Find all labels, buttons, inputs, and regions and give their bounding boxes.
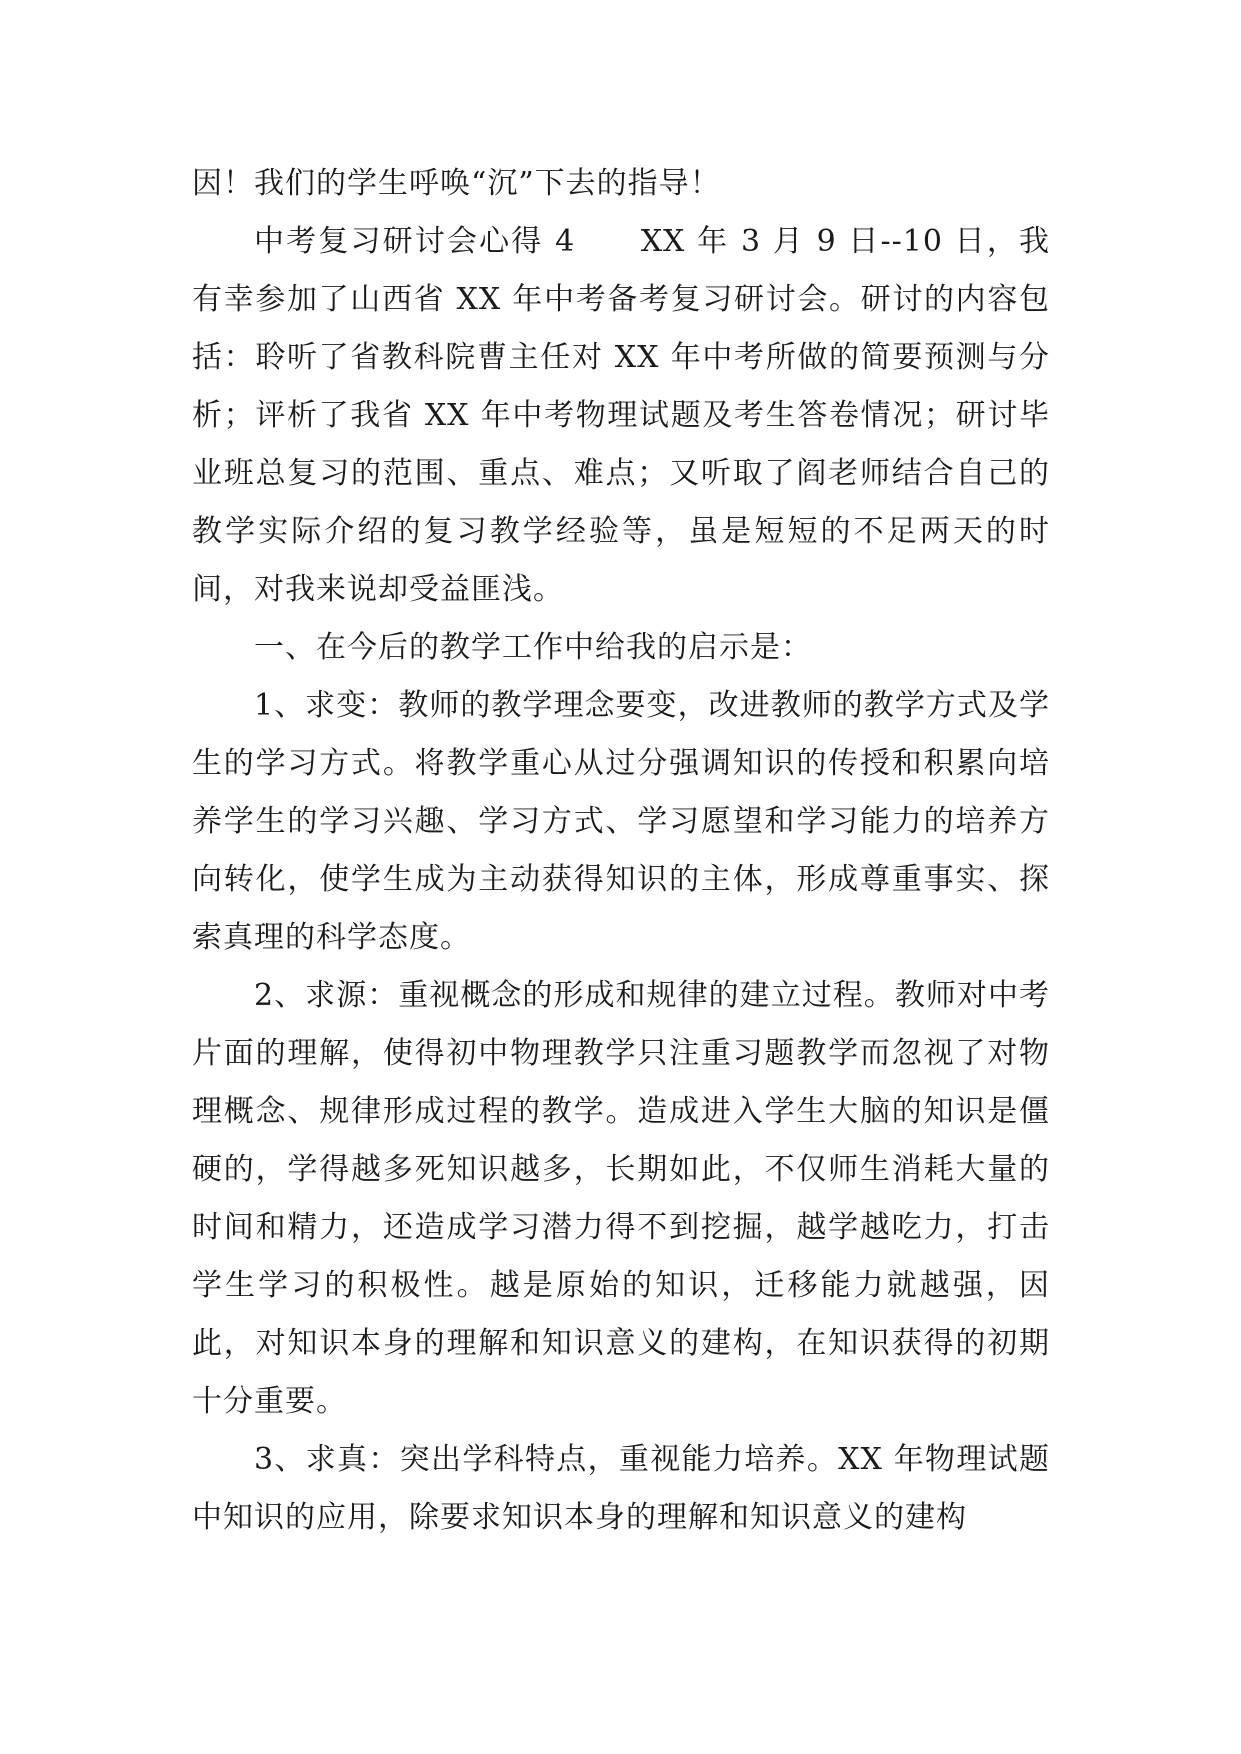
paragraph-point-1: 1、求变：教师的教学理念要变，改进教师的教学方式及学生的学习方式。将教学重心从过分强调知识的传授和积累向培养学生的学习兴趣、学习方式、学习愿望和学习能力的培养方向转化，使学生成为主动获得知识的主体，形成尊重事实、探索真理的科学态度。 <box>192 688 1050 955</box>
paragraph-continuation: 因！我们的学生呼唤“沉”下去的指导！ <box>192 166 721 201</box>
paragraph-point-3: 3、求真：突出学科特点，重视能力培养。XX 年物理试题中知识的应用，除要求知识本身的理解和知识意义的建构 <box>192 1442 1050 1535</box>
section-heading: 一、在今后的教学工作中给我的启示是： <box>254 630 812 665</box>
document-body <box>192 155 1050 1547</box>
paragraph-point-2: 2、求源：重视概念的形成和规律的建立过程。教师对中考片面的理解，使得初中物理教学只注重习题教学而忽视了对物理概念、规律形成过程的教学。造成进入学生大脑的知识是僵硬的，学得越多死知识越多，长期如此，不仅师生消耗大量的时间和精力，还造成学习潜力得不到挖掘，越学越吃力，打击学生学习的积极性。越是原始的知识，迁移能力就越强，因此，对知识本身的理解和知识意义的建构，在知识获得的初期十分重要。 <box>192 978 1050 1419</box>
paragraph-intro: 中考复习研讨会心得 4 XX 年 3 月 9 日--10 日，我有幸参加了山西省 XX 年中考备考复习研讨会。研讨的内容包括：聆听了省教科院曹主任对 XX 年中考所做的简要预测与分析；评析了我省 XX 年中考物理试题及考生答卷情况；研讨毕业班总复习的范围、重点、难点；又听取了阎老师结合自己的教学实际介绍的复习教学经验等，虽是短短的不足两天的时间，对我来说却受益匪浅。 <box>192 224 1050 607</box>
